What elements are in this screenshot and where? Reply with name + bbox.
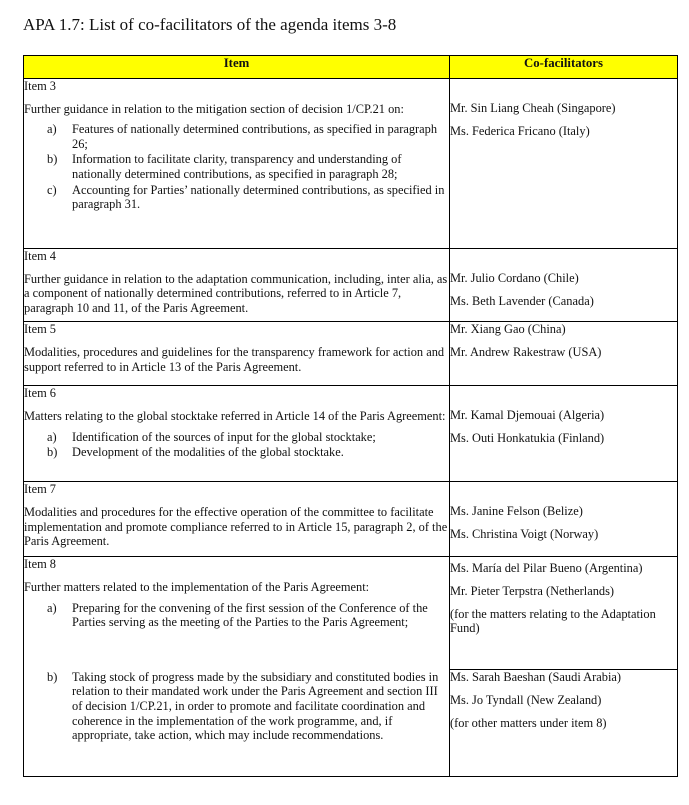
cofacilitator-name: Mr. Andrew Rakestraw (USA) — [450, 344, 602, 359]
cofacilitators-cell — [450, 482, 678, 557]
cofacilitator-name: Ms. Sarah Baeshan (Saudi Arabia) — [450, 670, 622, 685]
table-row — [24, 557, 678, 670]
item-cell — [24, 482, 450, 557]
table-row — [24, 322, 678, 386]
item-number: Item 3 — [24, 79, 56, 93]
sub-item-text: Preparing for the convening of the first session of the Conference of the Parties serving as the meeting of the Parties to the Paris Agreement; — [72, 600, 428, 630]
item-description: Further matters related to the implementation of the Paris Agreement: — [24, 579, 370, 594]
item-cell — [24, 670, 450, 777]
item-number: Item 5 — [24, 322, 56, 337]
cofacilitator-name: Mr. Sin Liang Cheah (Singapore) — [450, 101, 616, 115]
sub-item — [24, 445, 449, 460]
cofacilitator-name: Ms. Federica Fricano (Italy) — [450, 123, 590, 138]
table-row — [24, 79, 678, 249]
cofacilitators-cell — [450, 670, 678, 777]
cofacilitator-name: Mr. Julio Cordano (Chile) — [450, 271, 579, 285]
table-row — [24, 386, 678, 482]
sub-item-label: a) — [47, 429, 57, 444]
sub-item-text: Information to facilitate clarity, transparency and understanding of nationally determined contributions, as specified in paragraph 28; — [72, 152, 402, 181]
item-cell — [24, 386, 450, 482]
sub-item-text: Taking stock of progress made by the subsidiary and constituted bodies in relation to their mandated work under the Paris Agreement and section III of decision 1/CP.21, in order to promote and facilitate coordination and coherence in the implementation of the work programme, and, if appropriate, take action, which may include recommendations. — [72, 669, 439, 743]
item-number: Item 8 — [24, 557, 56, 572]
header-item: Item — [24, 56, 450, 79]
item-description: Modalities and procedures for the effective operation of the committee to facilitate implementation and promote compliance referred to in Article 15, paragraph 2, of the Paris Agreement. — [24, 504, 448, 549]
cofacilitator-name: Ms. Beth Lavender (Canada) — [450, 293, 594, 308]
item-cell — [24, 322, 450, 386]
cofacilitator-name: Ms. Jo Tyndall (New Zealand) — [450, 692, 602, 707]
cofacilitator-name: Mr. Pieter Terpstra (Netherlands) — [450, 583, 615, 598]
cofacilitators-cell — [450, 322, 678, 386]
cofacilitators-table — [23, 55, 678, 777]
sub-item — [24, 183, 449, 212]
sub-item-label: b) — [47, 152, 58, 167]
sub-item — [24, 122, 449, 151]
header-cofacilitators: Co-facilitators — [450, 56, 678, 79]
sub-item-label: a) — [47, 122, 57, 137]
cofacilitators-cell — [450, 79, 678, 249]
cofacilitators-cell — [450, 386, 678, 482]
sub-item-text: Identification of the sources of input for the global stocktake; — [72, 429, 376, 444]
sub-item-text: Features of nationally determined contributions, as specified in paragraph 26; — [72, 122, 438, 151]
table-row — [24, 249, 678, 322]
cofacilitator-name: Ms. María del Pilar Bueno (Argentina) — [450, 561, 643, 576]
cofacilitator-name: Ms. Outi Honkatukia (Finland) — [450, 430, 605, 445]
item-cell — [24, 249, 450, 322]
document-title: APA 1.7: List of co-facilitators of the agenda items 3-8 — [23, 15, 397, 34]
sub-item — [24, 152, 449, 181]
sub-item-label: c) — [47, 182, 57, 197]
item-description: Modalities, procedures and guidelines for the transparency framework for action and support referred to in Article 13 of the Paris Agreement. — [24, 344, 445, 374]
item-description: Matters relating to the global stocktake referred in Article 14 of the Paris Agreement: — [24, 408, 446, 423]
cofacilitator-name: Mr. Kamal Djemouai (Algeria) — [450, 408, 605, 423]
sub-item — [24, 430, 449, 445]
item-number: Item 6 — [24, 386, 56, 401]
sub-item-label: b) — [47, 669, 58, 684]
cofacilitator-name: Ms. Janine Felson (Belize) — [450, 504, 583, 519]
item-cell — [24, 79, 450, 249]
cofacilitators-cell — [450, 557, 678, 670]
item-number: Item 7 — [24, 482, 56, 497]
cofacilitators-cell — [450, 249, 678, 322]
sub-item-text: Development of the modalities of the global stocktake. — [72, 445, 344, 460]
cofacilitator-note: (for other matters under item 8) — [450, 715, 607, 730]
sub-item — [24, 670, 449, 743]
item-number: Item 4 — [24, 249, 56, 263]
sub-item-text: Accounting for Parties’ nationally determined contributions, as specified in paragraph 31. — [72, 182, 445, 212]
table-header-row — [24, 56, 678, 79]
sub-item — [24, 601, 449, 630]
sub-item-label: a) — [47, 600, 57, 615]
item-description: Further guidance in relation to the adaptation communication, including, inter alia, as a component of nationally determined contributions, referred to in Article 7, paragraph 10 and 11, of the Paris Agreement. — [24, 271, 448, 315]
cofacilitator-note: (for the matters relating to the Adaptation Fund) — [450, 606, 656, 636]
table-row — [24, 670, 678, 777]
item-description: Further guidance in relation to the mitigation section of decision 1/CP.21 on: — [24, 101, 404, 116]
sub-item-label: b) — [47, 445, 58, 460]
item-cell — [24, 557, 450, 670]
table-row — [24, 482, 678, 557]
cofacilitator-name: Mr. Xiang Gao (China) — [450, 322, 566, 337]
cofacilitator-name: Ms. Christina Voigt (Norway) — [450, 526, 599, 541]
